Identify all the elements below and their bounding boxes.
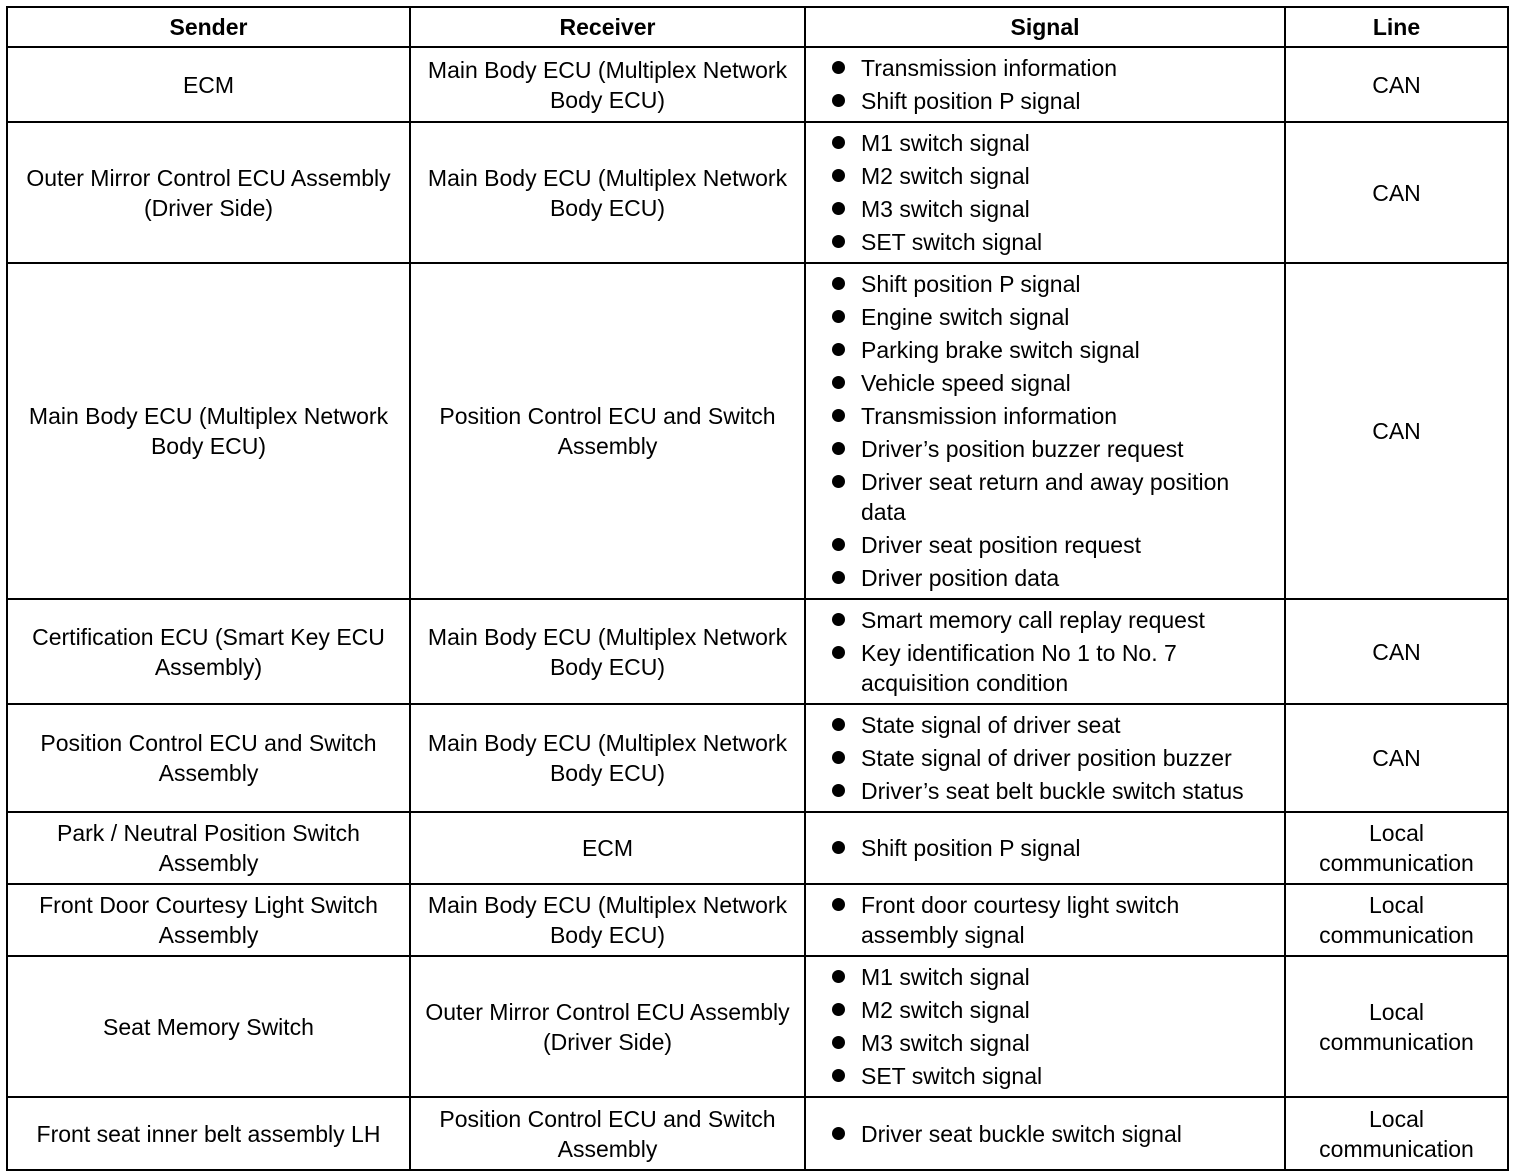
table-row [7,122,1508,263]
signal-list [832,128,1278,257]
signal-item [832,605,1278,635]
line-cell: Local communication [1285,884,1508,956]
bullet-icon [832,613,845,626]
signal-list [832,710,1278,806]
signal-text: M2 switch signal [861,997,1030,1023]
bullet-icon [832,1127,845,1140]
line-cell: CAN [1285,599,1508,704]
signal-item [832,962,1278,992]
signal-cell [805,812,1285,884]
signal-text: Transmission information [861,403,1118,429]
receiver-cell: Main Body ECU (Multiplex Network Body ECU) [410,884,805,956]
bullet-icon [832,571,845,584]
receiver-cell: Main Body ECU (Multiplex Network Body ECU) [410,599,805,704]
signal-text: M2 switch signal [861,163,1030,189]
bullet-icon [832,310,845,323]
line-cell: CAN [1285,47,1508,122]
receiver-cell: Main Body ECU (Multiplex Network Body ECU) [410,47,805,122]
receiver-cell: Position Control ECU and Switch Assembly [410,1097,805,1170]
signal-item [832,161,1278,191]
signal-list [832,962,1278,1091]
signal-text: Driver seat position request [861,532,1141,558]
signal-item [832,194,1278,224]
bullet-icon [832,277,845,290]
signal-text: Shift position P signal [861,835,1081,861]
bullet-icon [832,646,845,659]
header-line: Line [1285,7,1508,47]
sender-cell: Certification ECU (Smart Key ECU Assembly) [7,599,410,704]
signal-item [832,743,1278,773]
signal-cell [805,704,1285,812]
table-row [7,704,1508,812]
signal-cell [805,1097,1285,1170]
signal-text: Driver position data [861,565,1060,591]
signal-text: Shift position P signal [861,88,1081,114]
signal-item [832,563,1278,593]
bullet-icon [832,784,845,797]
line-cell: Local communication [1285,956,1508,1097]
signal-item [832,1028,1278,1058]
signal-list [832,833,1278,863]
signal-text: State signal of driver seat [861,712,1121,738]
bullet-icon [832,169,845,182]
bullet-icon [832,442,845,455]
signal-cell [805,956,1285,1097]
bullet-icon [832,970,845,983]
bullet-icon [832,538,845,551]
signal-cell [805,263,1285,599]
signal-item [832,269,1278,299]
signal-text: SET switch signal [861,1063,1043,1089]
signal-item [832,128,1278,158]
signal-item [832,530,1278,560]
signal-text: Driver’s seat belt buckle switch status [861,778,1244,804]
sender-cell: Front Door Courtesy Light Switch Assembly [7,884,410,956]
bullet-icon [832,136,845,149]
signal-item [832,710,1278,740]
line-cell: CAN [1285,704,1508,812]
signal-text: Smart memory call replay request [861,607,1205,633]
sender-cell: Park / Neutral Position Switch Assembly [7,812,410,884]
bullet-icon [832,718,845,731]
sender-cell: ECM [7,47,410,122]
signal-text: Transmission information [861,55,1118,81]
signal-text: Driver’s position buzzer request [861,436,1184,462]
receiver-cell: Position Control ECU and Switch Assembly [410,263,805,599]
signal-list [832,1119,1278,1149]
sender-cell: Seat Memory Switch [7,956,410,1097]
signal-text: Vehicle speed signal [861,370,1071,396]
signal-item [832,53,1278,83]
table-row [7,599,1508,704]
signal-item [832,302,1278,332]
bullet-icon [832,343,845,356]
bullet-icon [832,1069,845,1082]
bullet-icon [832,841,845,854]
bullet-icon [832,1003,845,1016]
bullet-icon [832,1036,845,1049]
signal-text: M1 switch signal [861,964,1030,990]
line-cell: CAN [1285,122,1508,263]
signal-text: M1 switch signal [861,130,1030,156]
signal-text: State signal of driver position buzzer [861,745,1232,771]
table-row [7,1097,1508,1170]
signal-cell [805,599,1285,704]
signal-item [832,638,1278,698]
signal-item [832,995,1278,1025]
signal-item [832,434,1278,464]
header-receiver: Receiver [410,7,805,47]
bullet-icon [832,61,845,74]
signal-list [832,269,1278,593]
signal-list [832,53,1278,116]
sender-cell: Main Body ECU (Multiplex Network Body ECU) [7,263,410,599]
signal-item [832,368,1278,398]
signal-text: M3 switch signal [861,1030,1030,1056]
signal-text: Driver seat buckle switch signal [861,1120,1182,1147]
signal-item [832,227,1278,257]
bullet-icon [832,376,845,389]
receiver-cell: Outer Mirror Control ECU Assembly (Driver Side) [410,956,805,1097]
signal-text: SET switch signal [861,229,1043,255]
signal-text: Key identification No 1 to No. 7 acquisition condition [861,640,1177,696]
table-row [7,884,1508,956]
signal-list [832,890,1278,950]
receiver-cell: Main Body ECU (Multiplex Network Body ECU) [410,122,805,263]
sender-cell: Position Control ECU and Switch Assembly [7,704,410,812]
bullet-icon [832,475,845,488]
line-cell: Local communication [1285,1097,1508,1170]
sender-cell: Front seat inner belt assembly LH [7,1097,410,1170]
signal-table [6,6,1509,1171]
signal-cell [805,47,1285,122]
signal-text: Engine switch signal [861,304,1070,330]
line-cell: CAN [1285,263,1508,599]
signal-text: M3 switch signal [861,196,1030,222]
header-signal: Signal [805,7,1285,47]
line-cell: Local communication [1285,812,1508,884]
receiver-cell: ECM [410,812,805,884]
header-sender: Sender [7,7,410,47]
bullet-icon [832,94,845,107]
table-row [7,47,1508,122]
signal-item [832,335,1278,365]
signal-item [832,1061,1278,1091]
bullet-icon [832,751,845,764]
signal-cell [805,122,1285,263]
bullet-icon [832,202,845,215]
table-row [7,812,1508,884]
table-row [7,956,1508,1097]
signal-cell [805,884,1285,956]
signal-list [832,605,1278,698]
signal-text: Parking brake switch signal [861,337,1140,363]
signal-item [832,833,1278,863]
signal-item [832,401,1278,431]
table-body [7,47,1508,1170]
bullet-icon [832,235,845,248]
signal-item [832,467,1278,527]
signal-text: Driver seat return and away position data [861,469,1230,525]
signal-text: Shift position P signal [861,271,1081,297]
signal-text: Front door courtesy light switch assembly signal [861,892,1180,948]
receiver-cell: Main Body ECU (Multiplex Network Body ECU) [410,704,805,812]
header-row [7,7,1508,47]
sender-cell: Outer Mirror Control ECU Assembly (Driver Side) [7,122,410,263]
signal-item [832,776,1278,806]
signal-item [832,1119,1278,1149]
bullet-icon [832,898,845,911]
signal-item [832,890,1278,950]
bullet-icon [832,409,845,422]
signal-item [832,86,1278,116]
table-row [7,263,1508,599]
